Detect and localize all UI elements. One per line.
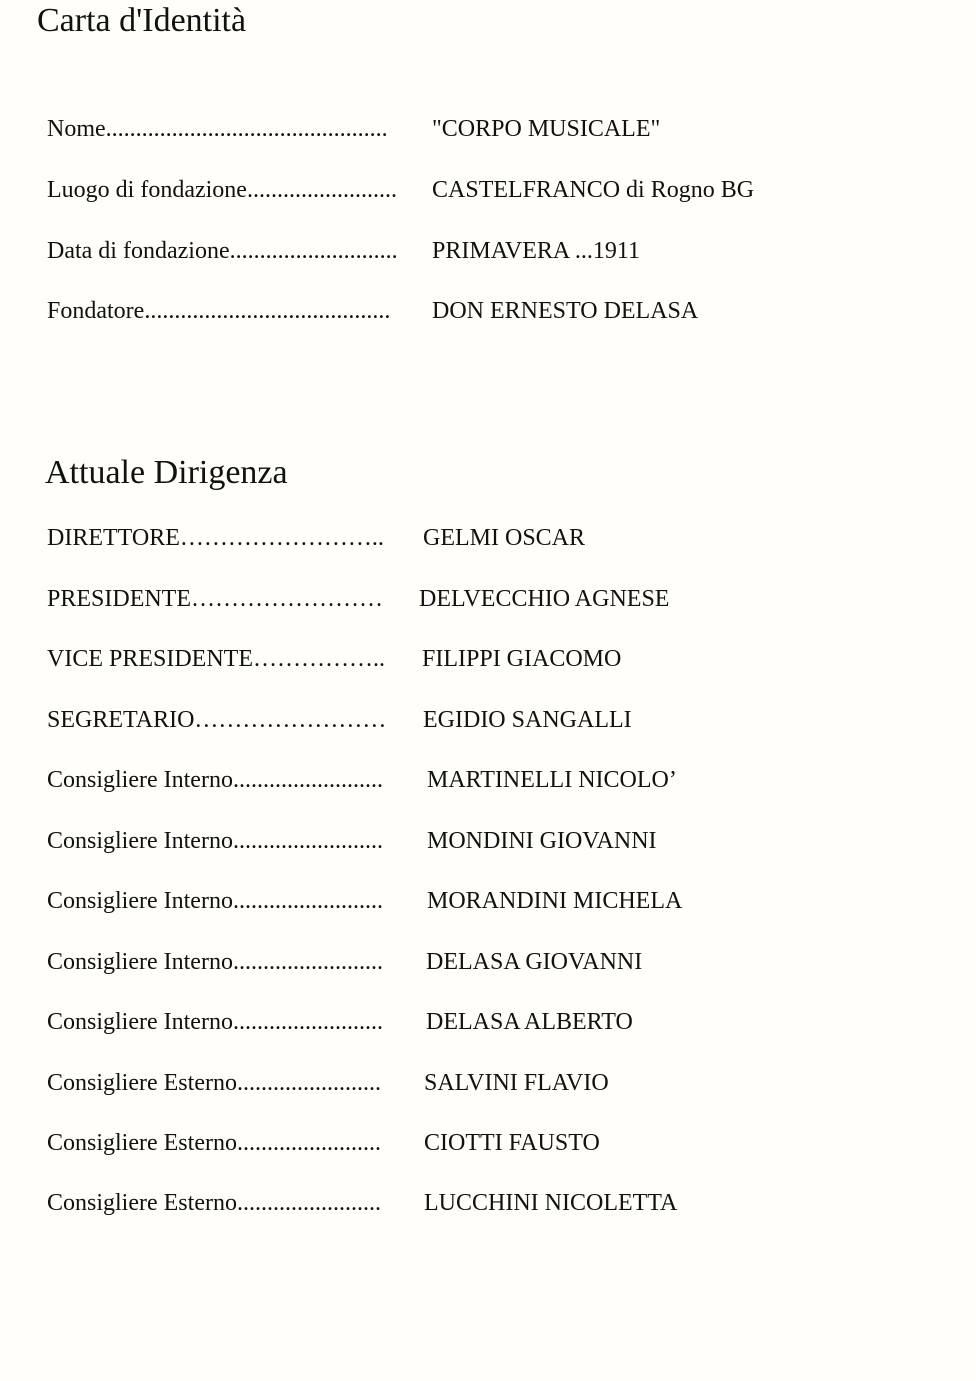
role-label: DIRETTORE……………………..	[47, 525, 384, 551]
section-title: Attuale Dirigenza	[45, 454, 288, 491]
management-row	[47, 586, 670, 612]
management-row	[47, 646, 622, 672]
person-name: FILIPPI GIACOMO	[422, 646, 622, 672]
management-row	[47, 1130, 600, 1156]
person-name: EGIDIO SANGALLI	[423, 707, 632, 733]
management-row	[47, 1009, 633, 1035]
role-label: Consigliere Interno.........................	[47, 949, 383, 975]
identity-label: Data di fondazione............................	[47, 238, 398, 264]
person-name: CIOTTI FAUSTO	[424, 1130, 600, 1156]
role-label: Consigliere Interno.........................	[47, 1009, 383, 1035]
page-title: Carta d'Identità	[37, 2, 247, 39]
identity-value: "CORPO MUSICALE"	[432, 116, 661, 142]
role-label: Consigliere Esterno........................	[47, 1130, 381, 1156]
management-row	[47, 949, 643, 975]
role-label: Consigliere Interno.........................	[47, 828, 383, 854]
person-name: GELMI OSCAR	[423, 525, 586, 551]
person-name: SALVINI FLAVIO	[424, 1070, 609, 1096]
identity-row-founder	[47, 298, 699, 324]
management-row	[47, 1070, 609, 1096]
management-row	[47, 828, 657, 854]
identity-row-name	[47, 116, 661, 142]
person-name: MORANDINI MICHELA	[427, 888, 683, 914]
identity-value: DON ERNESTO DELASA	[432, 298, 699, 324]
person-name: MONDINI GIOVANNI	[427, 828, 657, 854]
role-label: Consigliere Esterno........................	[47, 1190, 381, 1216]
identity-value: PRIMAVERA ...1911	[432, 238, 641, 264]
management-row	[47, 888, 683, 914]
management-row	[47, 525, 586, 551]
management-row	[47, 767, 677, 793]
identity-label: Nome...............................................	[47, 116, 388, 142]
person-name: DELASA ALBERTO	[426, 1009, 633, 1035]
role-label: VICE PRESIDENTE……………..	[47, 646, 385, 672]
person-name: LUCCHINI NICOLETTA	[424, 1190, 678, 1216]
role-label: SEGRETARIO……………………	[47, 707, 387, 733]
management-row	[47, 1190, 678, 1216]
identity-row-date	[47, 238, 641, 264]
person-name: DELVECCHIO AGNESE	[419, 586, 670, 612]
role-label: PRESIDENTE……………………	[47, 586, 383, 612]
role-label: Consigliere Interno.........................	[47, 767, 383, 793]
identity-label: Luogo di fondazione.........................	[47, 177, 397, 203]
identity-label: Fondatore.........................................	[47, 298, 391, 324]
role-label: Consigliere Esterno........................	[47, 1070, 381, 1096]
person-name: DELASA GIOVANNI	[426, 949, 643, 975]
management-row	[47, 707, 632, 733]
person-name: MARTINELLI NICOLO’	[427, 767, 677, 793]
identity-row-place	[47, 177, 755, 203]
identity-value: CASTELFRANCO di Rogno BG	[432, 177, 755, 203]
role-label: Consigliere Interno.........................	[47, 888, 383, 914]
